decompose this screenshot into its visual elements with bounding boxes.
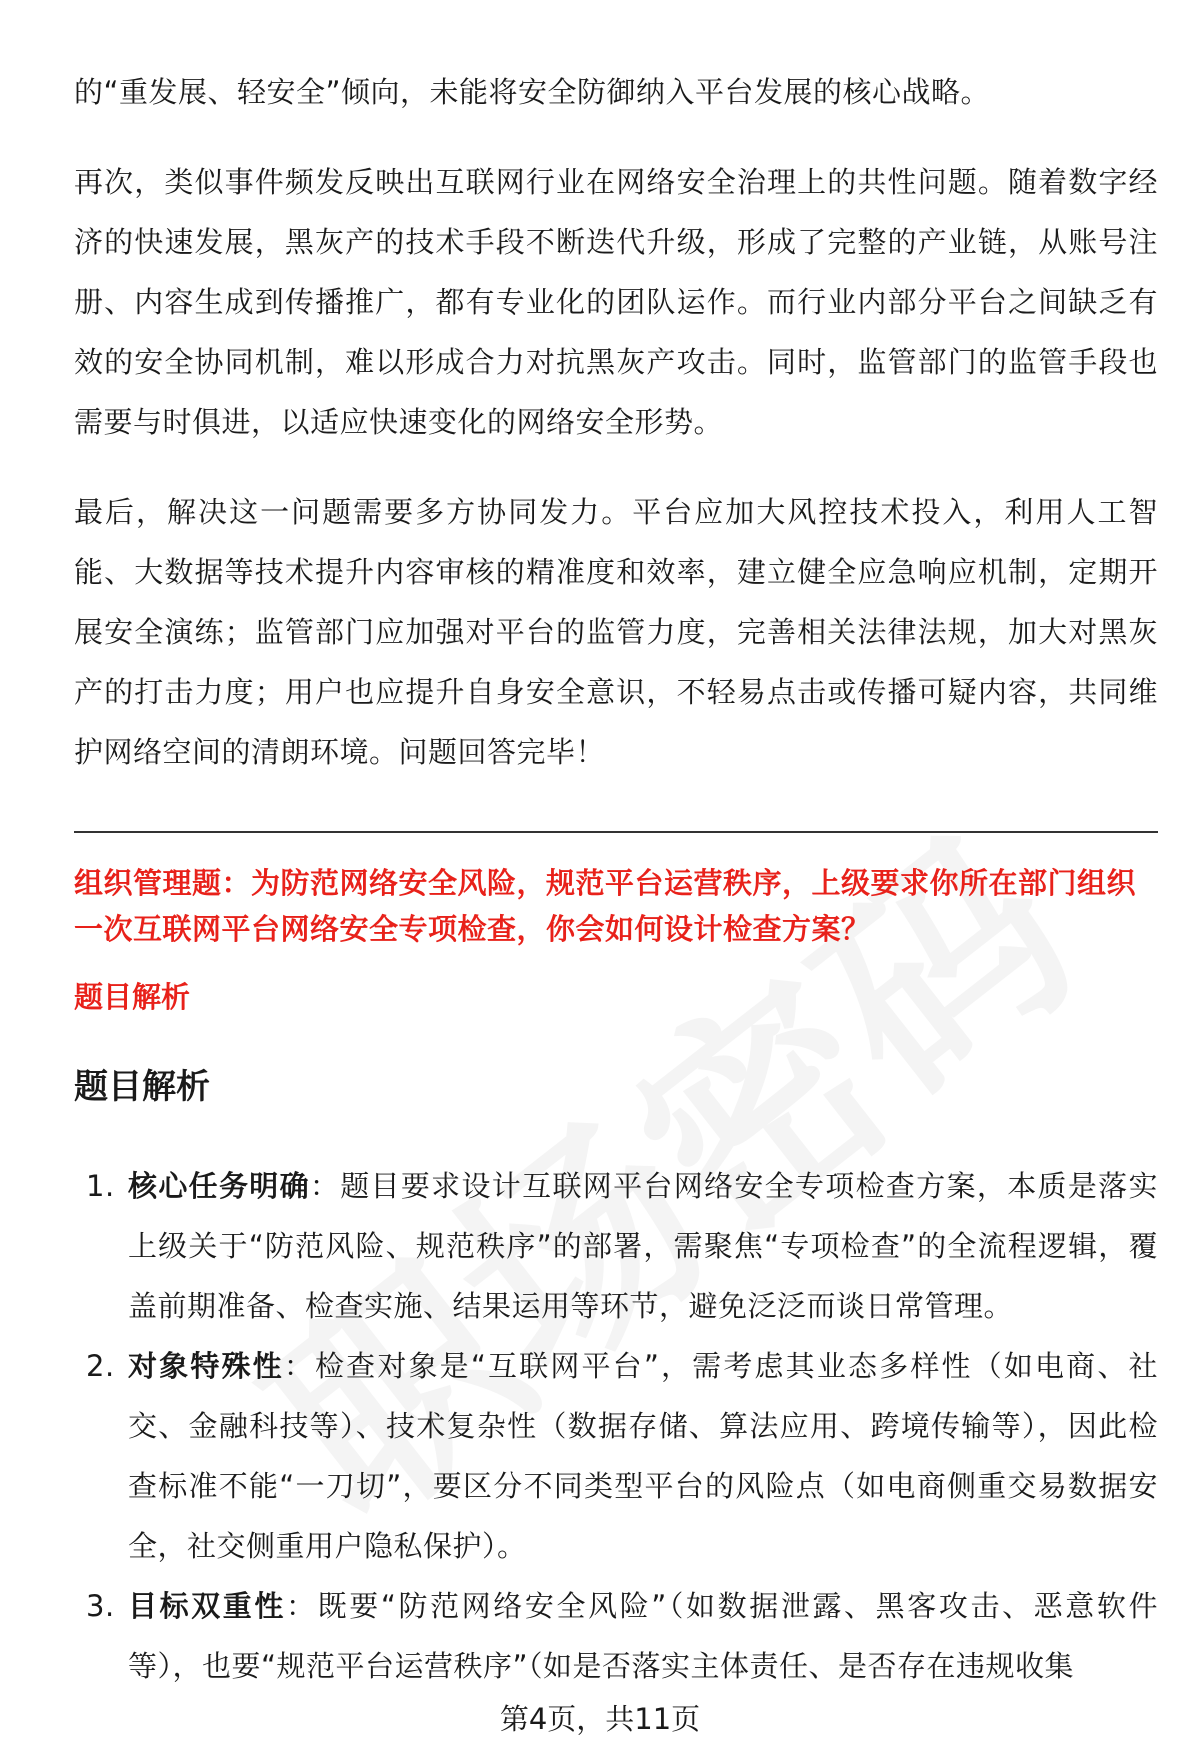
list-item-title: 对象特殊性 (128, 1349, 284, 1383)
list-item (74, 1576, 1158, 1696)
list-item-text: ：既要“防范网络安全风险”（如数据泄露、黑客攻击、恶意软件等），也要“规范平台运营秩序”（如是否落实主体责任、是否存在违规收集 (128, 1589, 1158, 1683)
list-item-text: ：题目要求设计互联网平台网络安全专项检查方案，本质是落实上级关于“防范风险、规范秩序”的部署，需聚焦“专项检查”的全流程逻辑，覆盖前期准备、检查实施、结果运用等环节，避免泛泛而谈日常管理。 (128, 1169, 1158, 1323)
analysis-list (74, 1156, 1158, 1696)
question-title: 组织管理题：为防范网络安全风险，规范平台运营秩序，上级要求你所在部门组织一次互联网平台网络安全专项检查，你会如何设计检查方案？ (74, 866, 1137, 946)
list-number: 1. (86, 1169, 115, 1203)
list-item-title: 核心任务明确 (128, 1169, 310, 1203)
analysis-label: 题目解析 (74, 980, 191, 1014)
paragraph-3: 最后，解决这一问题需要多方协同发力。平台应加大风控技术投入，利用人工智能、大数据等技术提升内容审核的精准度和效率，建立健全应急响应机制，定期开展安全演练；监管部门应加强对平台的监管力度，完善相关法律法规，加大对黑灰产的打击力度；用户也应提升自身安全意识，不轻易点击或传播可疑内容，共同维护网络空间的清朗环境。问题回答完毕！ (74, 495, 1158, 769)
list-item-title: 目标双重性 (128, 1589, 287, 1623)
page-footer: 第4页，共11页 (499, 1702, 701, 1736)
divider (74, 831, 1158, 833)
list-number: 2. (86, 1349, 115, 1383)
list-item (74, 1336, 1158, 1576)
paragraph-1: 的“重发展、轻安全”倾向，未能将安全防御纳入平台发展的核心战略。 (74, 75, 991, 109)
paragraph-2: 再次，类似事件频发反映出互联网行业在网络安全治理上的共性问题。随着数字经济的快速发展，黑灰产的技术手段不断迭代升级，形成了完整的产业链，从账号注册、内容生成到传播推广，都有专业化的团队运作。而行业内部分平台之间缺乏有效的安全协同机制，难以形成合力对抗黑灰产攻击。同时，监管部门的监管手段也需要与时俱进，以适应快速变化的网络安全形势。 (74, 165, 1158, 439)
list-item (74, 1156, 1158, 1336)
analysis-heading: 题目解析 (74, 1067, 210, 1107)
list-number: 3. (86, 1589, 115, 1623)
list-item-text: ：检查对象是“互联网平台”，需考虑其业态多样性（如电商、社交、金融科技等）、技术复杂性（数据存储、算法应用、跨境传输等），因此检查标准不能“一刀切”，要区分不同类型平台的风险点（如电商侧重交易数据安全，社交侧重用户隐私保护）。 (128, 1349, 1158, 1563)
